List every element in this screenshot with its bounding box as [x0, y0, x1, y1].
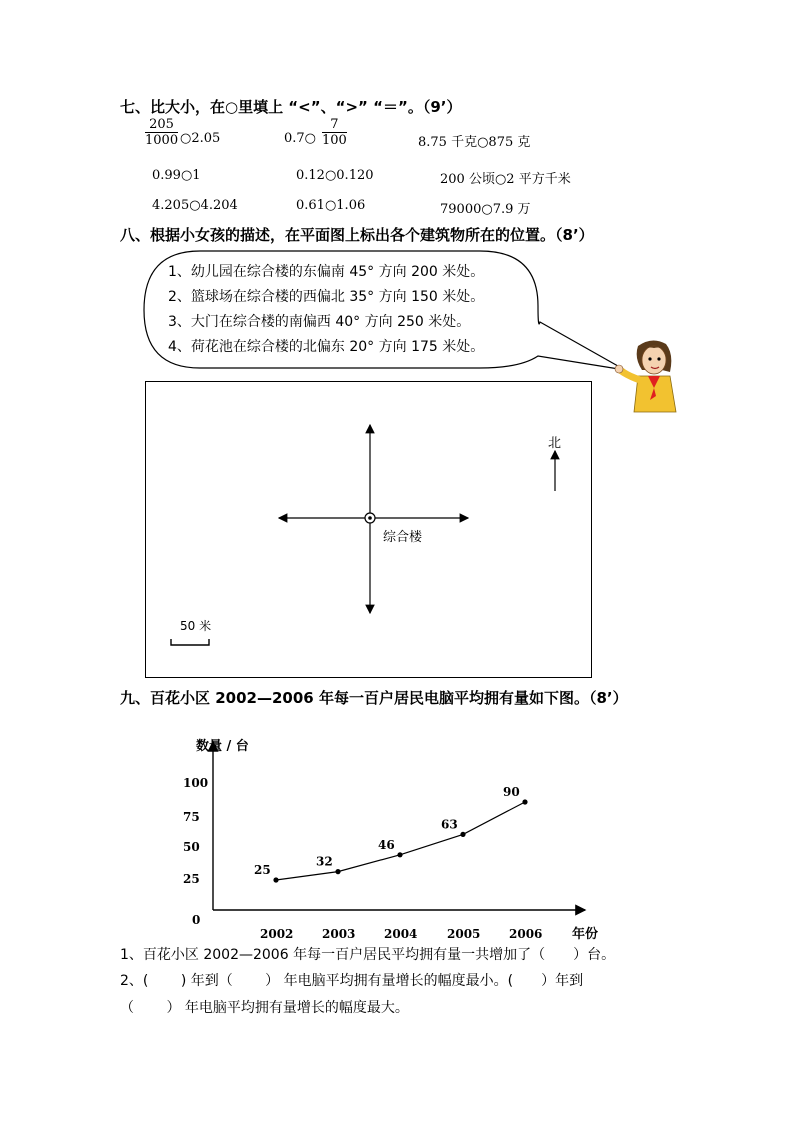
x-tick-label: 2003: [322, 927, 356, 941]
data-point: [335, 869, 340, 874]
fraction-7-100: [322, 117, 347, 148]
data-label: 32: [316, 854, 333, 869]
question-1: 1、百花小区 2002—2006 年每一百户居民平均拥有量一共增加了（ ）台。: [120, 947, 616, 963]
section7-title: 七、比大小，在○里填上 “<”、“>” “＝”。（9’）: [120, 98, 462, 116]
bubble-line-1: 1、幼儿园在综合楼的东偏南 45° 方向 200 米处。: [168, 264, 485, 280]
compare-item-2-left[interactable]: 0.7○: [284, 131, 317, 146]
data-point: [460, 832, 465, 837]
series-line: [276, 802, 525, 880]
y-axis-label: 数量 / 台: [196, 739, 249, 754]
data-label: 63: [441, 817, 458, 832]
bubble-line-2: 2、篮球场在综合楼的西偏北 35° 方向 150 米处。: [168, 289, 485, 305]
scale-label: 50 米: [180, 619, 212, 633]
x-tick-label: 2006: [509, 927, 543, 941]
section8-title: 八、根据小女孩的描述，在平面图上标出各个建筑物所在的位置。（8’）: [120, 226, 594, 244]
x-tick-label: 2005: [447, 927, 481, 941]
line-chart: [180, 730, 610, 945]
bubble-line-4: 4、荷花池在综合楼的北偏东 20° 方向 175 米处。: [168, 339, 485, 355]
y-tick-label: 25: [183, 872, 200, 886]
data-label: 46: [378, 837, 395, 852]
bubble-text: [168, 260, 484, 360]
center-building-label: 综合楼: [383, 530, 423, 545]
compare-item-7[interactable]: 4.205○4.204: [152, 198, 238, 213]
fraction-denominator: 1000: [145, 133, 179, 148]
x-axis-label: 年份: [572, 927, 599, 942]
bubble-line-3: 3、大门在综合楼的南偏西 40° 方向 250 米处。: [168, 314, 471, 330]
compare-item-9[interactable]: 79000○7.9 万: [440, 202, 531, 217]
compare-item-6[interactable]: 200 公顷○2 平方千米: [440, 172, 571, 187]
compare-item-4[interactable]: 0.99○1: [152, 168, 201, 183]
data-point: [273, 877, 278, 882]
question-2-line-2: （ ） 年电脑平均拥有量增长的幅度最大。: [120, 1000, 409, 1016]
fraction-205-1000: [145, 117, 178, 148]
compass-cross: [145, 381, 592, 678]
compare-item-3[interactable]: 8.75 千克○875 克: [418, 135, 531, 150]
compare-item-8[interactable]: 0.61○1.06: [296, 198, 366, 213]
fraction-denominator: 100: [322, 133, 347, 148]
girl-illustration: [612, 336, 684, 414]
fraction-numerator: 205: [149, 117, 174, 132]
north-label: 北: [548, 436, 562, 451]
compare-item-1[interactable]: ○2.05: [180, 131, 221, 146]
data-label: 90: [503, 785, 520, 799]
fraction-numerator: 7: [330, 117, 339, 132]
compare-item-5[interactable]: 0.12○0.120: [296, 168, 374, 183]
section9-title: 九、百花小区 2002—2006 年每一百户居民电脑平均拥有量如下图。（8’）: [120, 689, 628, 707]
y-tick-label: 75: [183, 810, 200, 824]
x-tick-label: 2002: [260, 927, 294, 941]
x-tick-label: 2004: [384, 927, 418, 941]
y-tick-label: 50: [183, 840, 200, 854]
origin-label: 0: [192, 913, 201, 927]
data-point: [522, 799, 527, 804]
y-tick-label: 100: [183, 776, 209, 790]
data-label: 25: [254, 863, 271, 877]
data-point: [397, 852, 402, 857]
question-2-line-1: 2、( ) 年到（ ） 年电脑平均拥有量增长的幅度最小。( ）年到: [120, 973, 584, 989]
